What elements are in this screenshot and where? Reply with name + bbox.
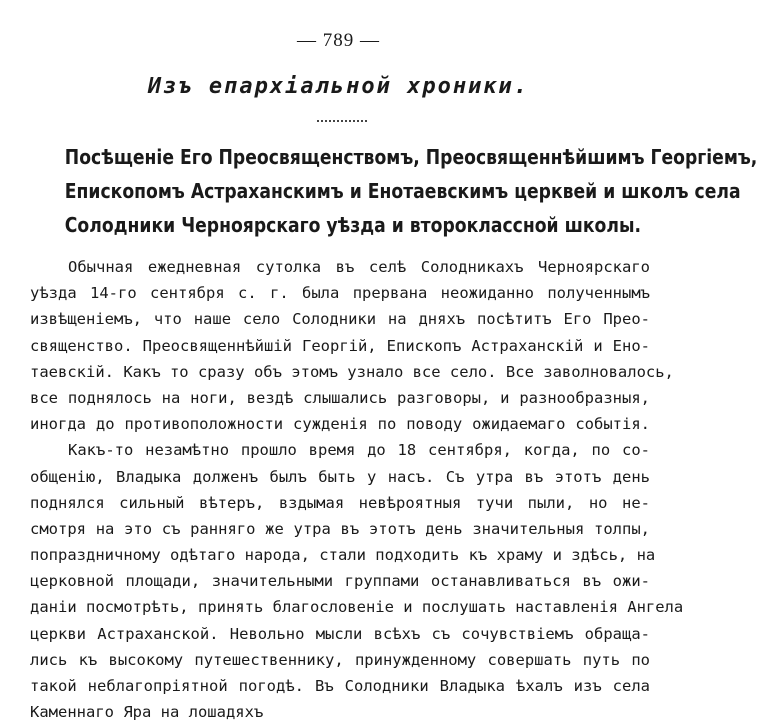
- body-line: поднялся сильный вѣтеръ, вздымая невѣроятныя тучи пыли, но не-: [30, 493, 650, 512]
- article-body: [30, 254, 684, 722]
- article-heading: [64, 140, 757, 242]
- heading-line: Посѣщеніе Его Преосвященствомъ, Преосвященнѣйшимъ Георгіемъ,: [64, 145, 757, 169]
- body-line: извѣщеніемъ, что наше село Солодники на дняхъ посѣтитъ Его Прео-: [30, 310, 650, 329]
- body-line: общенію, Владыка долженъ былъ быть у насъ. Съ утра въ этотъ день: [30, 467, 650, 486]
- body-line: Каменнаго Яра на лошадяхъ: [30, 703, 264, 722]
- body-line: такой неблагопріятной погодѣ. Въ Солодники Владыка ѣхалъ изъ села: [30, 677, 650, 695]
- body-line: иногда до противоположности сужденія по поводу ожидаемаго событія.: [30, 415, 650, 434]
- body-line: священство. Преосвященнѣйшій Георгій, Епископъ Астраханскій и Ено-: [30, 336, 650, 355]
- section-title: Изъ епархіальной хроники.: [147, 74, 530, 99]
- body-line: уѣзда 14-го сентября с. г. была прервана неожиданно полученнымъ: [30, 284, 650, 303]
- body-line: таевскій. Какъ то сразу объ этомъ узнало все село. Все заволновалось,: [30, 362, 674, 381]
- body-line: церкви Астраханской. Невольно мысли всѣхъ съ сочувствіемъ обраща-: [30, 624, 650, 643]
- heading-line: Солодники Черноярскаго уѣзда и второклассной школы.: [64, 213, 642, 237]
- body-line: церковной площади, значительными группами останавливаться въ ожи-: [30, 572, 650, 591]
- body-line: смотря на это съ ранняго же утра въ этотъ день значительныя толпы,: [30, 519, 650, 538]
- body-line: попраздничному одѣтаго народа, стали подходить къ храму и здѣсь, на: [30, 546, 656, 565]
- page-number: — 789 —: [297, 30, 380, 51]
- body-line: даніи посмотрѣть, принять благословеніе и послушать наставленія Ангела: [30, 598, 684, 617]
- title-divider: [317, 120, 367, 122]
- body-line: лись къ высокому путешественнику, принужденному совершать путь по: [30, 650, 650, 669]
- body-line: Обычная ежедневная сутолка въ селѣ Солодникахъ Черноярскаго: [68, 258, 650, 276]
- heading-line: Епископомъ Астраханскимъ и Енотаевскимъ церквей и школъ села: [64, 179, 741, 203]
- body-line: Какъ-то незамѣтно прошло время до 18 сентября, когда, по со-: [68, 441, 650, 460]
- body-line: все поднялось на ноги, вездѣ слышались разговоры, и разнообразныя,: [30, 388, 650, 407]
